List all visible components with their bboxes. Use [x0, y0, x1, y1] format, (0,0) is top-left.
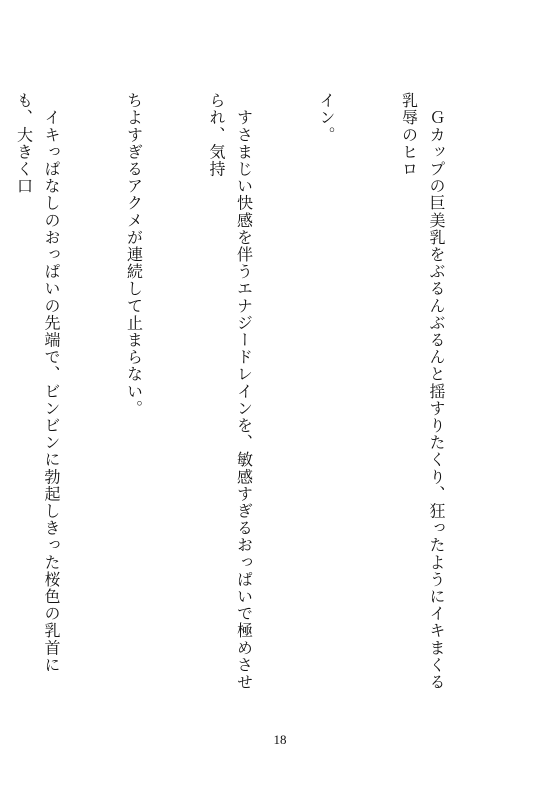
- text-line: Ｇカップの巨美乳をぶるんぶるんと揺すりたくり、狂ったようにイキまくる乳辱のヒロ: [399, 92, 446, 691]
- vertical-text-block: [14, 92, 505, 697]
- text-line: イン。: [317, 92, 336, 144]
- text-line: イキっぱなしのおっぱいの先端で、ビンビンに勃起しきった桜色の乳首にも、大きく口: [14, 92, 61, 674]
- text-line: ちよすぎるアクメが連続して止まらない。: [124, 92, 144, 417]
- page-number: 18: [273, 732, 287, 747]
- text-line: すさまじい快感を伴うエナジードレインを、敏感すぎるおっぱいで極めさせられ、気持: [207, 92, 254, 691]
